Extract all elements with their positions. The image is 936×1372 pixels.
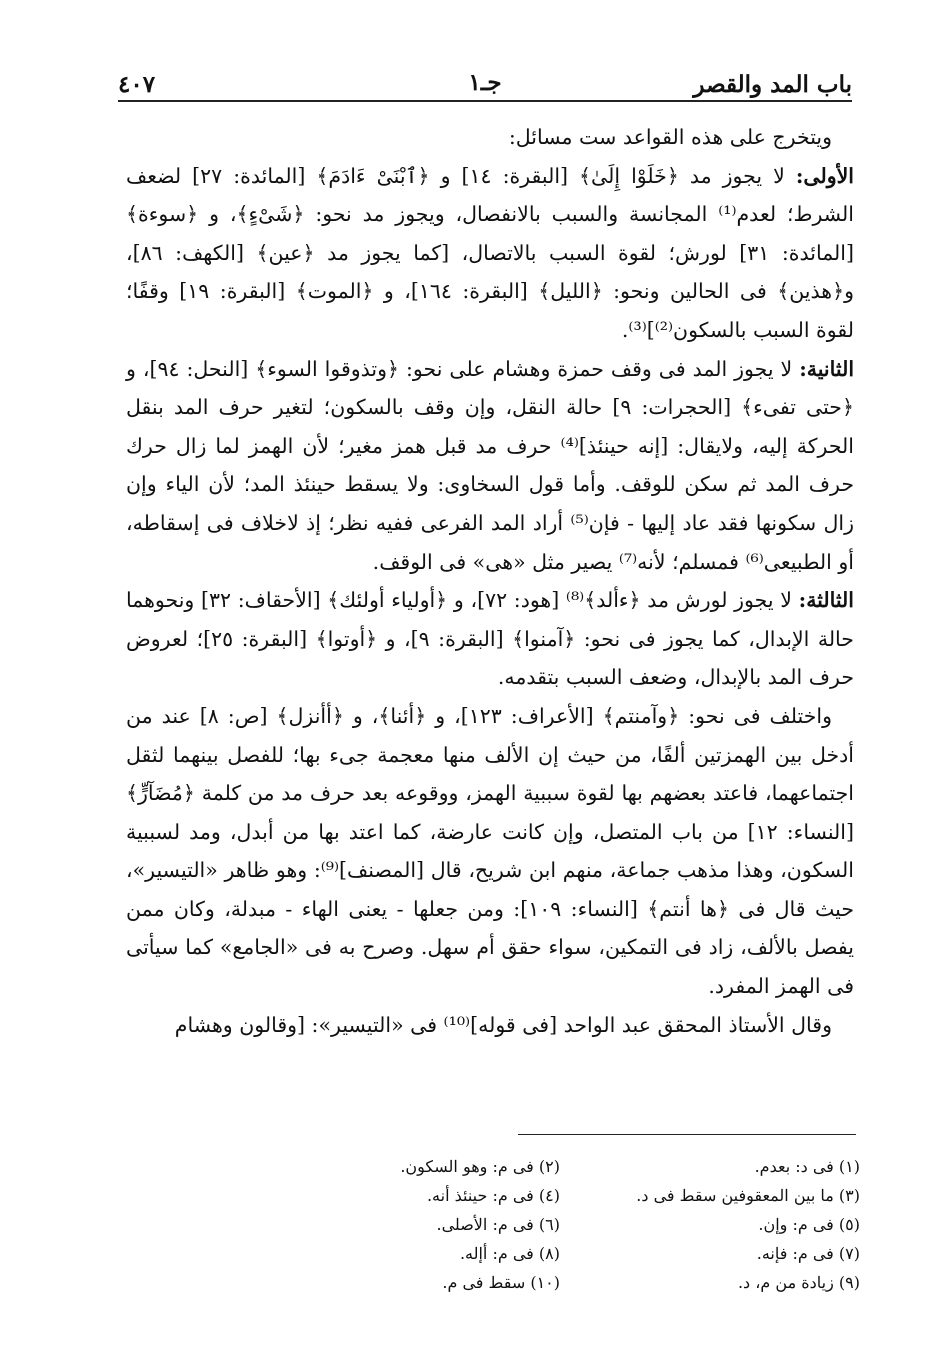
paragraph-text: لا يجوز المد فى وقف حمزة وهشام على نحو: ﴿وتذوقوا السوء﴾ [النحل: ٩٤]، و ﴿حتى تفىء﴾ [الحجرات: ٩] حالة النقل، وإن وقف بالسكون؛ لتغير حرف المد بنقل الحركة إليه، ولايقال: [إنه حينئذ]⁽⁴⁾ حرف مد قبل همز مغير؛ لأن الهمز لما زال حرك حرف المد ثم سكن للوقف. وأما قول السخاوى: ولا يسقط حينئذ المد؛ لأن الياء وإن زال سكونها فقد عاد إليها - فإن⁽⁵⁾ أراد المد الفرعى ففيه نظر؛ إذ لاخلاف فى إسقاطه، أو الطبيعى⁽⁶⁾ فمسلم؛ لأنه⁽⁷⁾ يصير مثل «هى» فى الوقف. bbox=[126, 356, 855, 574]
running-header bbox=[118, 62, 852, 102]
footnotes bbox=[290, 1152, 860, 1297]
paragraph-first-issue bbox=[126, 157, 854, 350]
footnote-7: (٧) فى م: فإنه. bbox=[756, 1244, 860, 1263]
paragraph-third-issue bbox=[126, 581, 854, 697]
footnote-1: (١) فى د: بعدم. bbox=[754, 1157, 860, 1176]
page-number: ٤٠٧ bbox=[118, 71, 156, 98]
paragraph-intro: ويتخرج على هذه القواعد ست مسائل: bbox=[508, 125, 832, 149]
paragraph-continuation: وقال الأستاذ المحقق عبد الواحد [فى قوله]⁽¹⁰⁾ فى «التيسير»: [وقالون وهشام bbox=[174, 1012, 832, 1037]
footnote-5: (٥) فى م: وإن. bbox=[758, 1215, 860, 1234]
paragraph-text: لا يجوز لورش مد ﴿ءألد﴾⁽⁸⁾ [هود: ٧٢]، و ﴿أولياء أولئك﴾ [الأحقاف: ٣٢] ونحوهما حالة الإبدال، كما يجوز فى نحو: ﴿آمنوا﴾ [البقرة: ٩]، و ﴿أوتوا﴾ [البقرة: ٢٥]؛ لعروض حرف المد بالإبدال، وضعف السبب بتقدمه. bbox=[126, 588, 854, 690]
main-text bbox=[126, 118, 854, 1044]
issue-heading-third: الثالثة: bbox=[798, 588, 854, 613]
footnote-6: (٦) فى م: الأصلى. bbox=[436, 1215, 560, 1234]
footnote-2: (٢) فى م: وهو السكون. bbox=[400, 1157, 560, 1176]
footnote-9: (٩) زيادة من م، د. bbox=[737, 1273, 860, 1292]
footnote-3: (٣) ما بين المعقوفين سقط فى د. bbox=[636, 1186, 860, 1205]
paragraph-disagreement: واختلف فى نحو: ﴿وآمنتم﴾ [الأعراف: ١٢٣]، و ﴿أئنا﴾، و ﴿أأنزل﴾ [ص: ٨] عند من أدخل بين الهمزتين ألفًا، من حيث إن الألف منها معجمة جىء بها؛ للفصل بينهما لثقل اجتماعهما، فاعتد بعضهم بها لقوة سببية الهمز، ووقوعه بعد حرف مد من كلمة ﴿مُضَآرٍّ﴾ [النساء: ١٢] من باب المتصل، وإن كانت عارضة، كما اعتد بها من أبدل، ومد لسببية السكون، وهذا مذهب جماعة، منهم ابن شريح، قال [المصنف]⁽⁹⁾: وهو ظاهر «التيسير»، حيث قال فى ﴿ها أنتم﴾ [النساء: ١٠٩]: ومن جعلها - يعنى الهاء - مبدلة، وكان ممن يفصل بالألف، زاد فى التمكين، سواء حقق أم سهل. وصرح به فى «الجامع» كما سيأتى فى الهمز المفرد. bbox=[126, 703, 854, 999]
footnote-separator bbox=[518, 1134, 856, 1135]
paragraph-text: لا يجوز مد ﴿خَلَوْا إِلَىٰ﴾ [البقرة: ١٤] و ﴿ٱبْنَىْ ءَادَمَ﴾ [المائدة: ٢٧] لضعف الشرط؛ لعدم⁽¹⁾ المجانسة والسبب بالانفصال، ويجوز مد نحو: ﴿شَىْءٍ﴾، و ﴿سوءة﴾ [المائدة: ٣١] لورش؛ لقوة السبب بالاتصال، [كما يجوز مد ﴿عين﴾ [الكهف: ٨٦]، و﴿هذين﴾ فى الحالين ونحو: ﴿الليل﴾ [البقرة: ١٦٤]، و ﴿الموت﴾ [البقرة: ١٩] وقفًا؛ لقوة السبب بالسكون⁽²⁾]⁽³⁾. bbox=[126, 163, 854, 342]
volume-label: جـ١ bbox=[468, 69, 502, 96]
issue-heading-second: الثانية: bbox=[799, 356, 855, 381]
paragraph-second-issue bbox=[126, 350, 854, 582]
footnote-8: (٨) فى م: أإله. bbox=[459, 1244, 560, 1263]
issue-heading-first: الأولى: bbox=[795, 163, 854, 188]
footnote-4: (٤) فى م: حينئذ أنه. bbox=[426, 1186, 560, 1205]
chapter-title: باب المد والقصر bbox=[693, 71, 852, 98]
footnote-10: (١٠) سقط فى م. bbox=[442, 1273, 560, 1292]
